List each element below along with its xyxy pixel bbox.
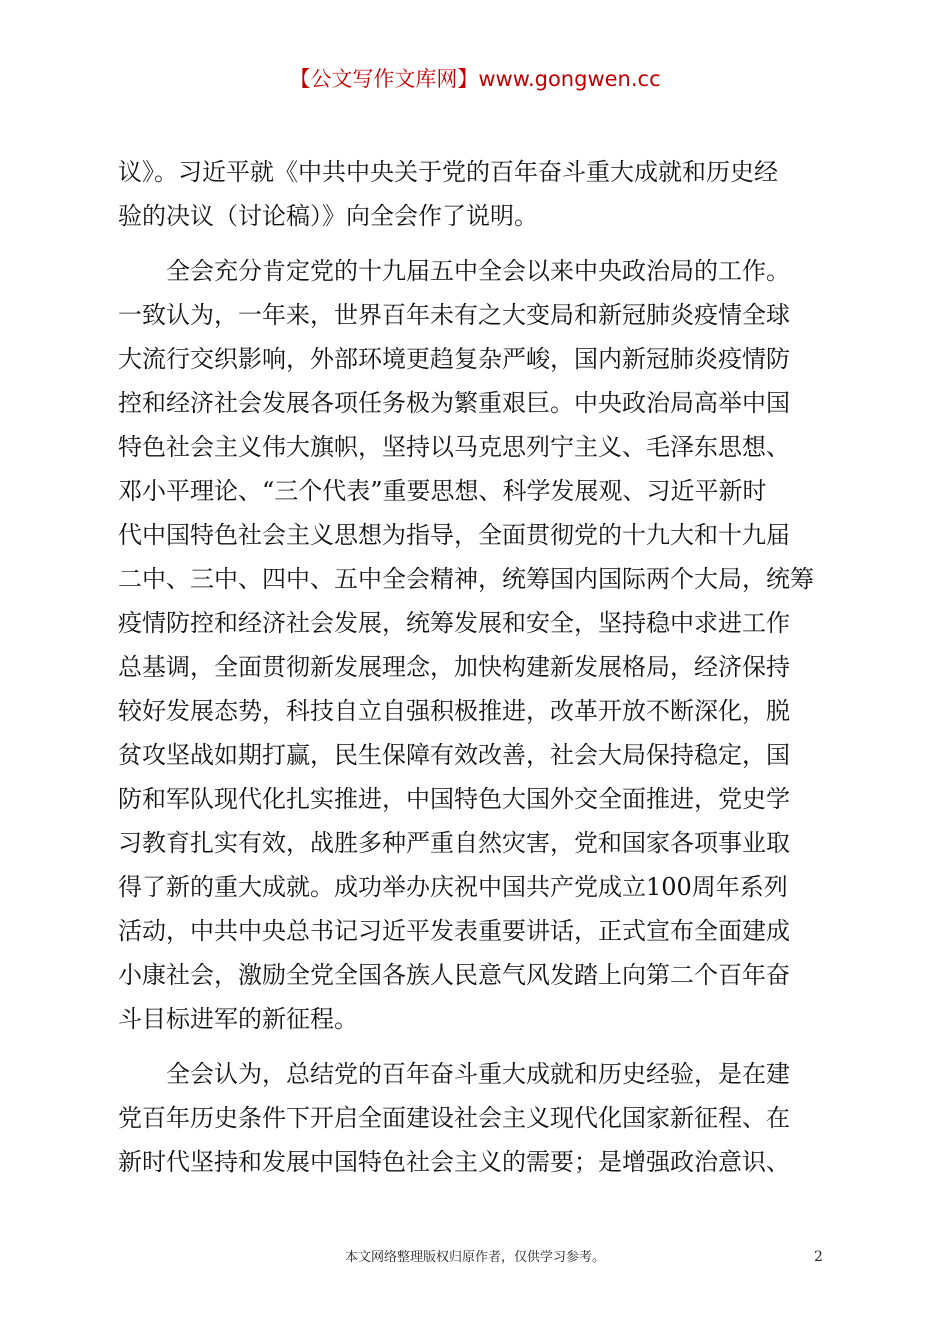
text-line: 新时代坚持和发展中国特色社会主义的需要；是增强政治意识、	[118, 1148, 790, 1176]
text-line: 得了新的重大成就。成功举办庆祝中国共产党成立100周年系列	[118, 873, 788, 901]
paragraph	[118, 1052, 830, 1184]
text-line: 防和军队现代化扎实推进，中国特色大国外交全面推进，党史学	[118, 785, 790, 813]
text-line: 活动，中共中央总书记习近平发表重要讲话，正式宣布全面建成	[118, 917, 790, 945]
text-line: 控和经济社会发展各项任务极为繁重艰巨。中央政治局高举中国	[118, 389, 790, 417]
text-line: 较好发展态势，科技自立自强积极推进，改革开放不断深化，脱	[118, 697, 790, 725]
text-line: 验的决议（讨论稿）》向全会作了说明。	[118, 202, 538, 230]
text-line: 一致认为，一年来，世界百年未有之大变局和新冠肺炎疫情全球	[118, 301, 790, 329]
text-line: 特色社会主义伟大旗帜，坚持以马克思列宁主义、毛泽东思想、	[118, 433, 790, 461]
text-line: 小康社会，激励全党全国各族人民意气风发踏上向第二个百年奋	[118, 961, 790, 989]
text-line: 习教育扎实有效，战胜多种严重自然灾害，党和国家各项事业取	[118, 829, 790, 857]
text-line: 疫情防控和经济社会发展，统筹发展和安全，坚持稳中求进工作	[118, 609, 790, 637]
text-line: 斗目标进军的新征程。	[118, 1005, 358, 1033]
text-line: 党百年历史条件下开启全面建设社会主义现代化国家新征程、在	[118, 1104, 790, 1132]
text-line: 二中、三中、四中、五中全会精神，统筹国内国际两个大局，统筹	[118, 565, 814, 593]
site-header[interactable]: 【公文写作文库网】www.gongwen.cc	[289, 67, 661, 91]
document-body	[118, 150, 830, 1184]
text-line: 总基调，全面贯彻新发展理念，加快构建新发展格局，经济保持	[118, 653, 790, 681]
text-line: 代中国特色社会主义思想为指导，全面贯彻党的十九大和十九届	[118, 521, 790, 549]
text-line: 大流行交织影响，外部环境更趋复杂严峻，国内新冠肺炎疫情防	[118, 345, 790, 373]
text-line: 议》。习近平就《中共中央关于党的百年奋斗重大成就和历史经	[118, 158, 778, 186]
text-line: 邓小平理论、“三个代表”重要思想、科学发展观、习近平新时	[118, 477, 767, 505]
paragraph	[118, 249, 830, 1041]
paragraph	[118, 150, 830, 238]
page-number: 2	[814, 1249, 823, 1265]
footer-disclaimer: 本文网络整理版权归原作者，仅供学习参考。	[344, 1250, 605, 1265]
text-line: 全会认为，总结党的百年奋斗重大成就和历史经验，是在建	[118, 1060, 790, 1088]
text-line: 全会充分肯定党的十九届五中全会以来中央政治局的工作。	[118, 257, 790, 285]
text-line: 贫攻坚战如期打赢，民生保障有效改善，社会大局保持稳定，国	[118, 741, 790, 769]
